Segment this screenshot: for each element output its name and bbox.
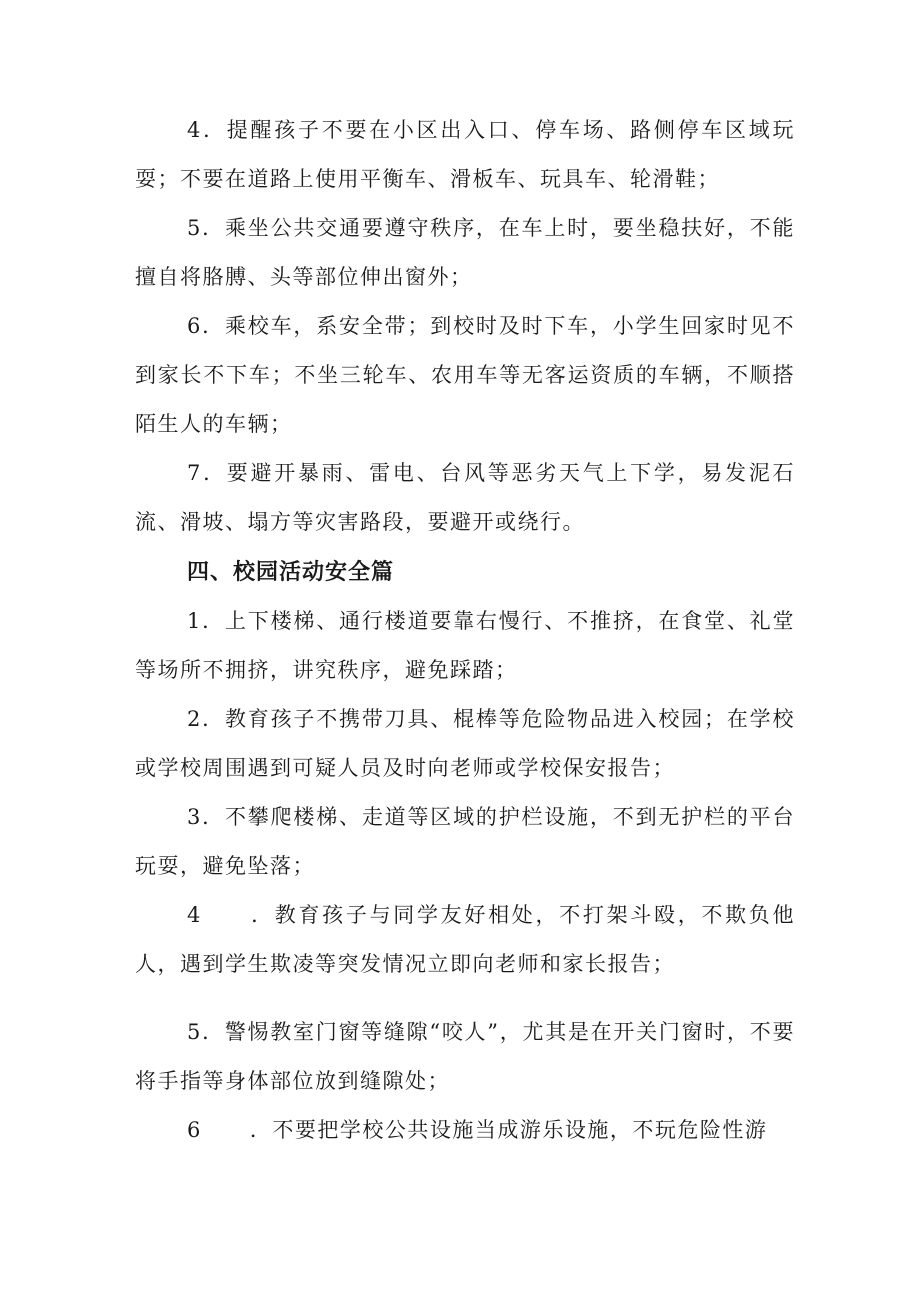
paragraph-text: 3．不攀爬楼梯、走道等区域的护栏设施，不到无护栏的平台玩耍，避免坠落； [135, 805, 795, 878]
paragraph-text: 4．提醒孩子不要在小区出入口、停车场、路侧停车区域玩耍；不要在道路上使用平衡车、滑板车、玩具车、轮滑鞋； [135, 118, 795, 191]
paragraph-item-5 [135, 204, 795, 302]
paragraph-item-6 [135, 302, 795, 449]
item-number: 6 [187, 1118, 202, 1142]
section-item-1 [135, 597, 795, 695]
paragraph-text: 5．乘坐公共交通要遵守秩序，在车上时，要坐稳扶好，不能擅自将胳膊、头等部位伸出窗外； [135, 216, 795, 289]
paragraph-text: ．不要把学校公共设施当成游乐设施，不玩危险性游 [249, 1118, 768, 1142]
paragraph-text: ．教育孩子与同学友好相处，不打架斗殴，不欺负他人，遇到学生欺凌等突发情况立即向老师和家长报告； [135, 903, 795, 976]
paragraph-item-7 [135, 449, 795, 547]
paragraph-text: 2．教育孩子不携带刀具、棍棒等危险物品进入校园；在学校或学校周围遇到可疑人员及时向老师或学校保安报告； [135, 707, 795, 780]
paragraph-text: 6．乘校车，系安全带；到校时及时下车，小学生回家时见不到家长不下车；不坐三轮车、农用车等无客运资质的车辆，不顺搭陌生人的车辆； [135, 314, 795, 436]
section-heading: 四、校园活动安全篇 [187, 560, 395, 585]
paragraph-text: 7．要避开暴雨、雷电、台风等恶劣天气上下学，易发泥石流、滑坡、塌方等灾害路段，要避开或绕行。 [135, 461, 795, 534]
paragraph-text: 5．警惕教室门窗等缝隙“咬人”，尤其是在开关门窗时，不要将手指等身体部位放到缝隙处； [135, 1020, 795, 1093]
paragraph-text: 1．上下楼梯、通行楼道要靠右慢行、不推挤，在食堂、礼堂等场所不拥挤，讲究秩序，避免踩踏； [135, 609, 795, 682]
section-item-2 [135, 695, 795, 793]
section-item-5 [135, 1008, 795, 1106]
item-number: 4 [187, 903, 202, 927]
paragraph-item-4 [135, 106, 795, 204]
section-item-3 [135, 793, 795, 891]
section-item-4 [135, 891, 795, 989]
section-item-6 [135, 1106, 795, 1155]
